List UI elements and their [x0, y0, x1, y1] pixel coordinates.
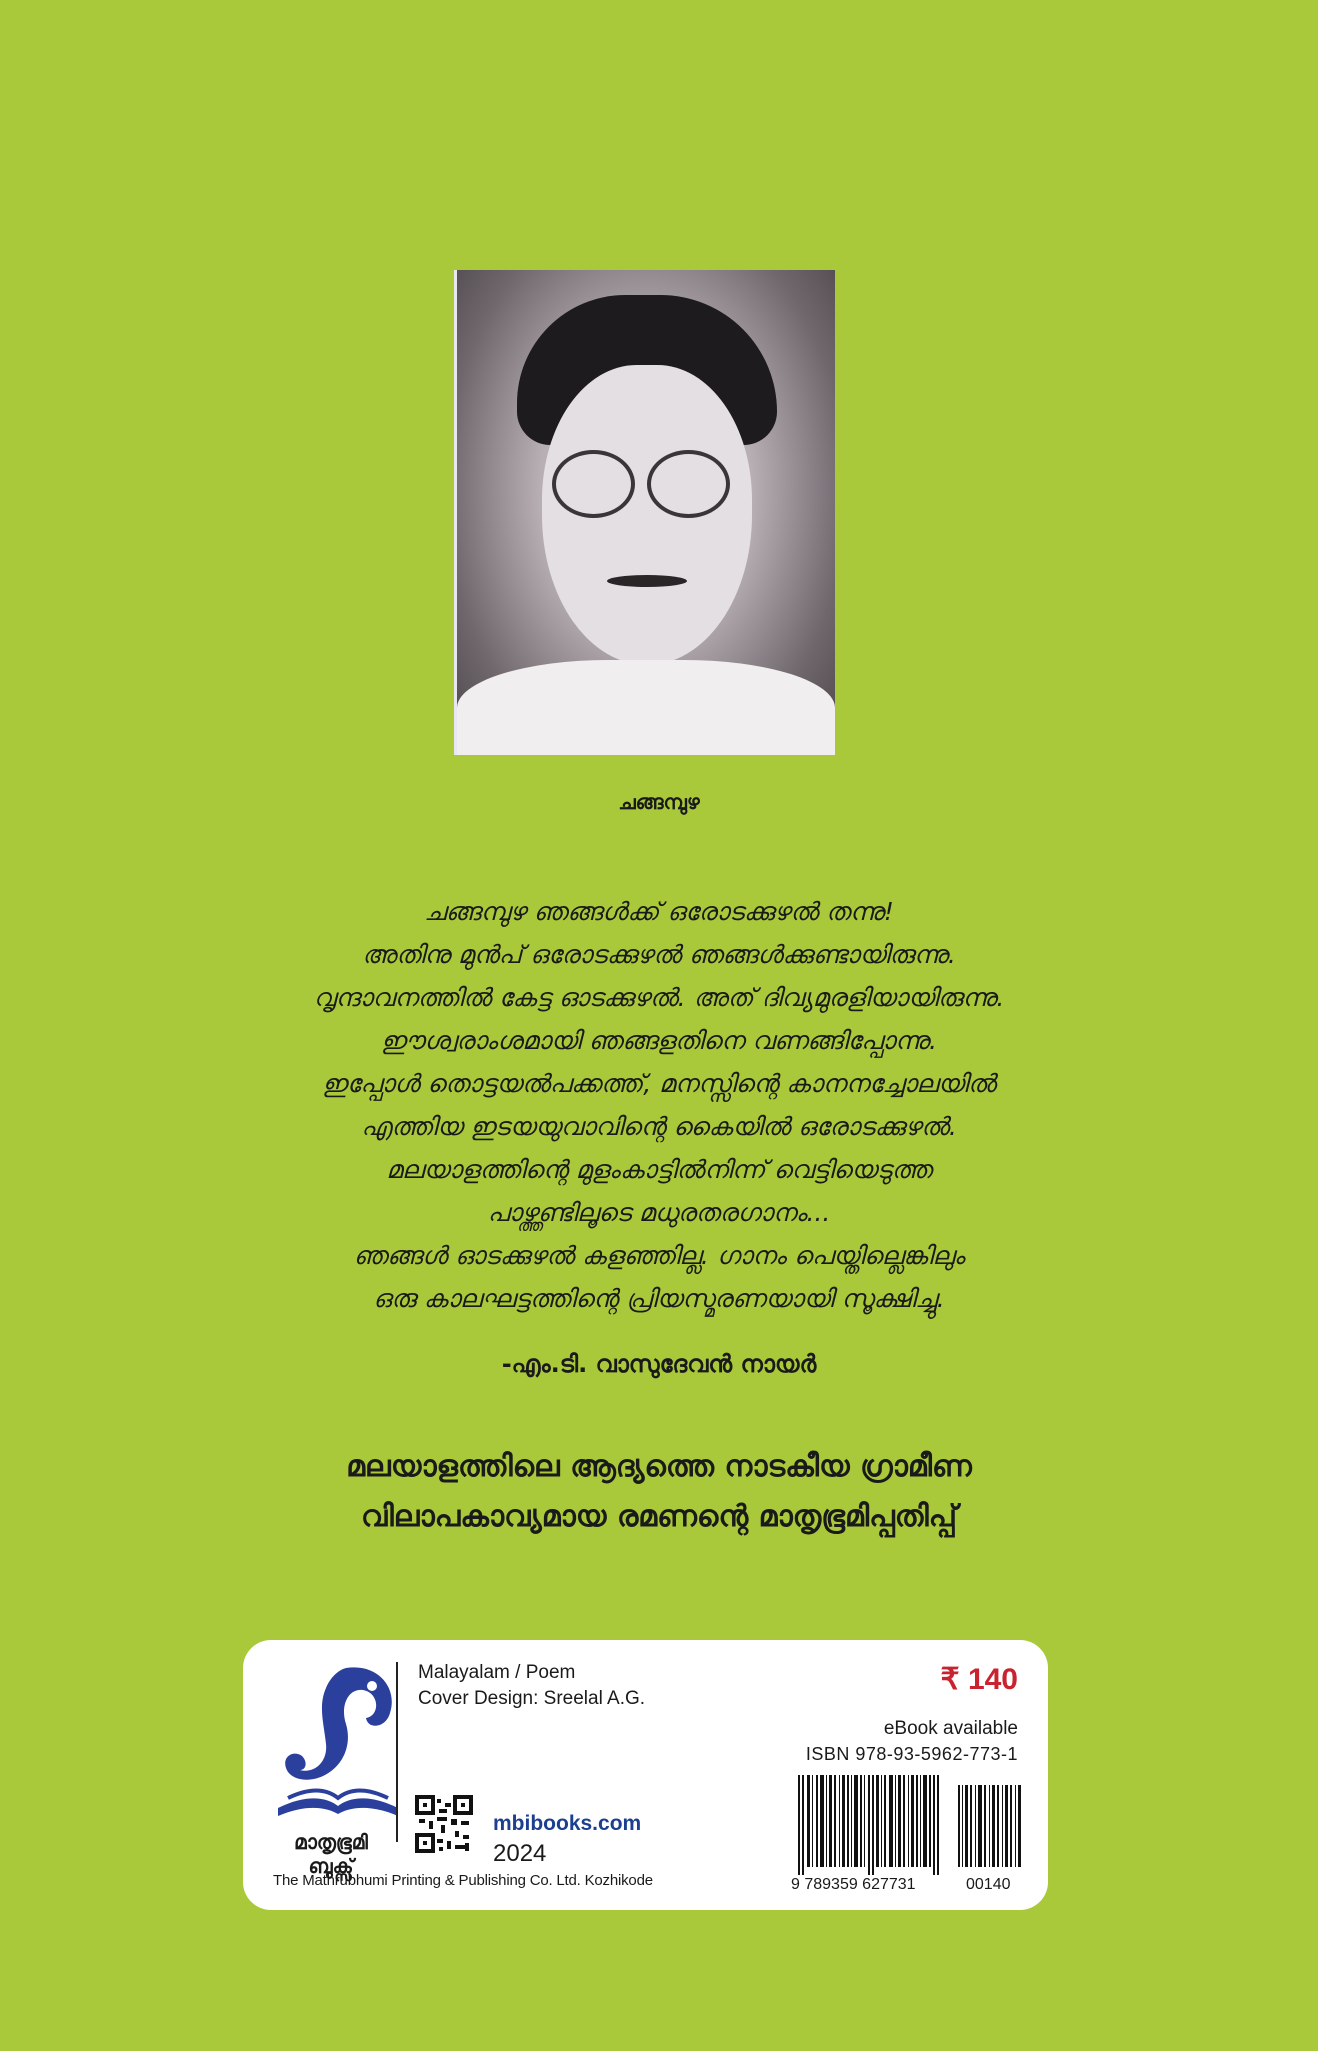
qr-code-icon — [415, 1795, 473, 1853]
quote-block — [160, 890, 1158, 1320]
divider — [396, 1662, 398, 1842]
barcode-number: 9 789359 627731 — [791, 1876, 916, 1893]
publication-year: 2024 — [493, 1840, 547, 1867]
quote-line: എത്തിയ ഇടയയുവാവിന്റെ കൈയിൽ ഒരോടക്കുഴൽ. — [361, 1112, 957, 1141]
quote-line: ഇപ്പോൾ തൊട്ടയൽപക്കത്ത്, മനസ്സിന്റെ കാനനച്ചോലയിൽ — [322, 1069, 996, 1098]
barcode-icon — [798, 1775, 1023, 1875]
price-label: ₹ 140 — [940, 1663, 1018, 1696]
quote-line: ഒരു കാലഘട്ടത്തിന്റെ പ്രിയസ്മരണയായി സൂക്ഷിച്ചു. — [373, 1284, 945, 1313]
printer-line: The Mathrubhumi Printing & Publishing Co. Ltd. Kozhikode — [273, 1872, 653, 1889]
isbn-label: ISBN 978-93-5962-773-1 — [805, 1744, 1018, 1764]
photo-caption: ചങ്ങമ്പുഴ — [618, 790, 700, 814]
author-photo — [454, 270, 835, 755]
quote-line: വൃന്ദാവനത്തിൽ കേട്ട ഓടക്കുഴൽ. അത് ദിവ്യമുരളിയായിരുന്നു. — [313, 983, 1005, 1012]
barcode-addon-number: 00140 — [966, 1876, 1011, 1893]
publisher-info-box — [243, 1640, 1048, 1910]
website-link[interactable]: mbibooks.com — [493, 1812, 642, 1835]
elephant-book-icon — [268, 1658, 408, 1858]
quote-line: ഞങ്ങൾ ഓടക്കുഴൽ കളഞ്ഞില്ല. ഗാനം പെയ്തില്ലെങ്കിലും — [353, 1241, 965, 1270]
quote-line: പാഴ്ത്തണ്ടിലൂടെ മധുരതരഗാനം... — [487, 1198, 831, 1227]
quote-line: ഈശ്വരാംശമായി ഞങ്ങളതിനെ വണങ്ങിപ്പോന്നു. — [381, 1026, 937, 1055]
category-label: Malayalam / Poem — [418, 1662, 576, 1683]
ebook-label: eBook available — [883, 1718, 1018, 1739]
quote-line: മലയാളത്തിന്റെ മുളംകാട്ടിൽനിന്ന് വെട്ടിയെടുത്ത — [386, 1155, 932, 1184]
publisher-logo-name: മാതൃഭൂമി ബുക്സ് — [294, 1830, 368, 1878]
quote-author: -എം.ടി. വാസുദേവൻ നായർ — [501, 1350, 817, 1378]
tagline-line: വിലാപകാവ്യമായ രമണന്റെ മാതൃഭൂമിപ്പതിപ്പ് — [360, 1499, 958, 1534]
tagline-line: മലയാളത്തിലെ ആദ്യത്തെ നാടകീയ ഗ്രാമീണ — [346, 1449, 972, 1484]
quote-line: ചങ്ങമ്പുഴ ഞങ്ങൾക്ക് ഒരോടക്കുഴൽ തന്നു! — [424, 897, 894, 926]
quote-line: അതിനു മുൻപ് ഒരോടക്കുഴൽ ഞങ്ങൾക്കുണ്ടായിരുന്നു. — [362, 940, 956, 969]
tagline — [160, 1442, 1158, 1542]
cover-design-label: Cover Design: Sreelal A.G. — [418, 1688, 646, 1709]
